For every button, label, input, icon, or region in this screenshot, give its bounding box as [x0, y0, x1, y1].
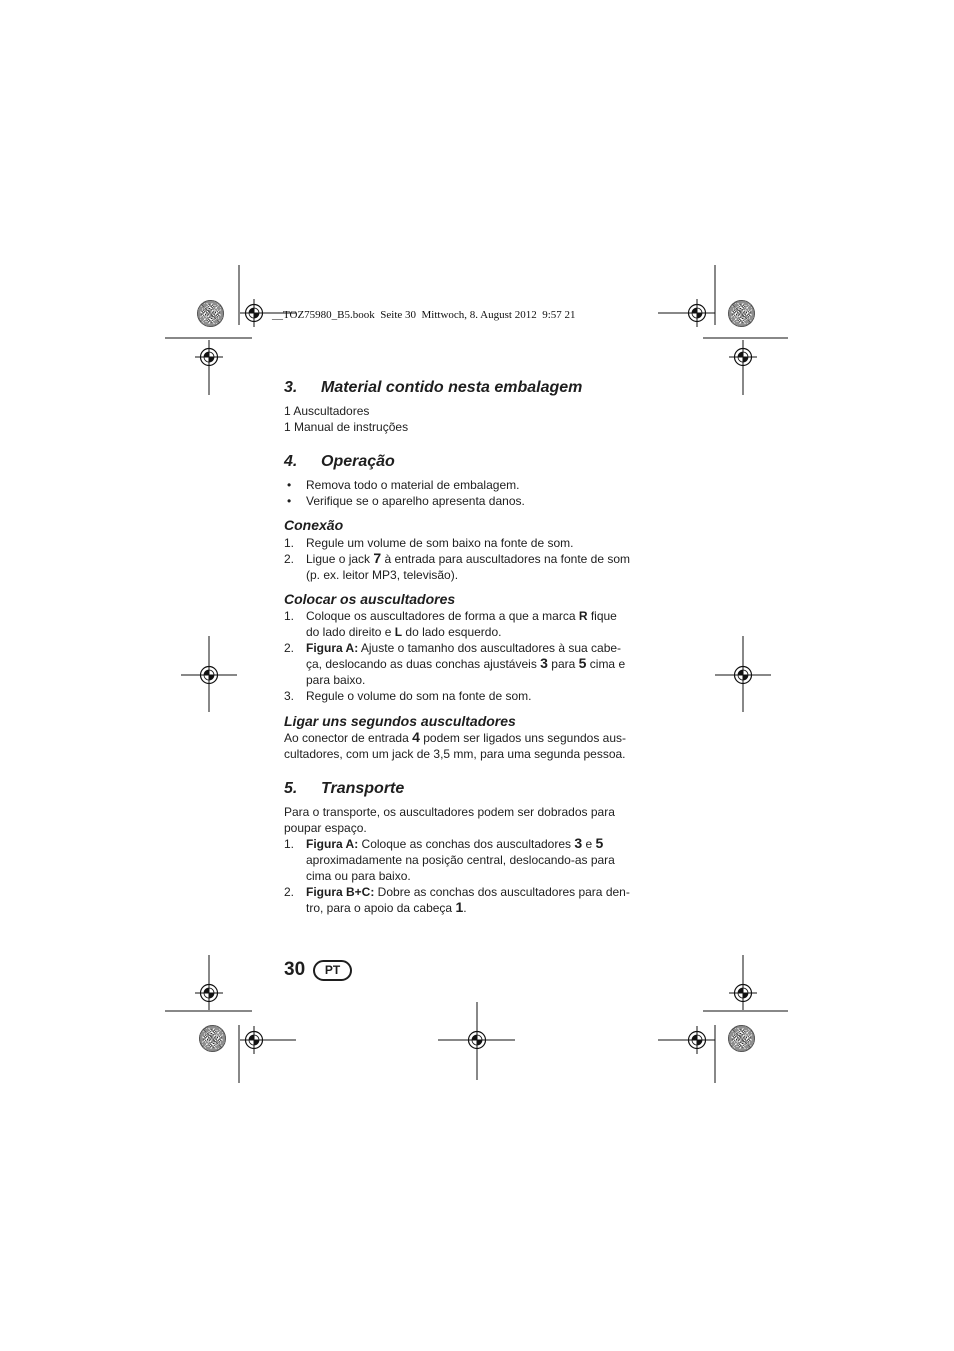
text-segment: do lado direito e — [306, 625, 395, 639]
paragraph-line: Para o transporte, os auscultadores podem ser dobrados para — [284, 805, 615, 819]
text-segment: cima e — [586, 657, 626, 671]
text-segment: podem ser ligados uns segundos aus- — [419, 731, 627, 745]
section-3-title: Material contido nesta embalagem — [321, 379, 583, 396]
registration-rosette — [197, 300, 224, 327]
part-reference: 5 — [578, 655, 587, 671]
registration-target — [195, 979, 223, 1007]
text-segment: e — [582, 837, 596, 851]
section-4-number: 4. — [284, 453, 298, 470]
registration-rosette — [199, 1025, 226, 1052]
step-number: 2. — [284, 641, 295, 655]
step-text — [306, 551, 630, 567]
paragraph-line: poupar espaço. — [284, 821, 367, 835]
part-reference: 1 — [455, 899, 464, 915]
step-number: 2. — [284, 885, 295, 899]
part-reference: 4 — [412, 729, 420, 745]
subheading-conexao: Conexão — [284, 517, 344, 533]
text-segment: Dobre as conchas dos auscultadores para den- — [374, 885, 630, 899]
step-number: 1. — [284, 609, 295, 623]
step-text — [306, 608, 617, 624]
text-segment: ça, deslocando as duas conchas ajustáveis — [306, 657, 541, 671]
step-text: Regule um volume de som baixo na fonte de som. — [306, 536, 574, 550]
registration-target — [195, 343, 223, 371]
text-segment: fique — [587, 609, 617, 623]
section-5-number: 5. — [284, 780, 298, 797]
registration-target — [463, 1026, 491, 1054]
section-4-title: Operação — [321, 453, 395, 470]
paragraph-line — [284, 730, 626, 746]
step-text — [306, 884, 630, 900]
contents-item: 1 Manual de instruções — [284, 420, 409, 434]
language-badge: PT — [313, 960, 352, 981]
registration-target — [240, 299, 268, 327]
part-reference: 3 — [574, 835, 583, 851]
side-marker: L — [394, 625, 403, 639]
contents-item: 1 Auscultadores — [284, 404, 370, 418]
text-segment: Ajuste o tamanho dos auscultadores à sua cabe- — [358, 641, 622, 655]
part-reference: 5 — [595, 835, 604, 851]
bullet-icon: • — [287, 494, 292, 508]
subheading-colocar: Colocar os auscultadores — [284, 591, 456, 607]
registration-target — [195, 661, 223, 689]
figure-label: Figura A: — [306, 837, 359, 851]
text-segment: Ao conector de entrada — [284, 731, 413, 745]
step-number: 3. — [284, 689, 295, 703]
paragraph-line: cultadores, com um jack de 3,5 mm, para uma segunda pessoa. — [284, 747, 626, 761]
print-slug-header: __TOZ75980_B5.book Seite 30 Mittwoch, 8. August 2012 9:57 21 — [272, 309, 576, 321]
step-text: (p. ex. leitor MP3, televisão). — [306, 568, 459, 582]
figure-label: Figura A: — [306, 641, 359, 655]
text-segment: Coloque os auscultadores de forma a que a marca — [306, 609, 579, 623]
step-number: 1. — [284, 536, 295, 550]
step-text: para baixo. — [306, 673, 366, 687]
part-reference: 7 — [373, 550, 382, 566]
step-number: 2. — [284, 552, 295, 566]
step-text: cima ou para baixo. — [306, 869, 411, 883]
step-text — [306, 836, 603, 852]
text-segment: do lado esquerdo. — [402, 625, 502, 639]
registration-target — [683, 1026, 711, 1054]
side-marker: R — [578, 609, 588, 623]
text-segment: à entrada para auscultadores na fonte de som — [381, 552, 631, 566]
step-text: aproximadamente na posição central, deslocando-as para — [306, 853, 615, 867]
bullet-text: Remova todo o material de embalagem. — [306, 478, 520, 492]
part-reference: 3 — [540, 655, 548, 671]
section-5-title: Transporte — [321, 780, 405, 797]
step-text: Regule o volume do som na fonte de som. — [306, 689, 532, 703]
figure-label: Figura B+C: — [306, 885, 375, 899]
step-number: 1. — [284, 837, 295, 851]
registration-target — [683, 299, 711, 327]
step-text — [306, 656, 625, 672]
text-segment: tro, para o apoio da cabeça — [306, 901, 456, 915]
text-segment: Ligue o jack — [306, 552, 374, 566]
step-text — [306, 640, 621, 656]
section-3-number: 3. — [284, 379, 298, 396]
bullet-text: Verifique se o aparelho apresenta danos. — [306, 494, 525, 508]
registration-target — [729, 979, 757, 1007]
bullet-icon: • — [287, 478, 292, 492]
step-text — [306, 900, 467, 916]
text-segment: . — [463, 901, 467, 915]
text-segment: para — [547, 657, 579, 671]
page-number: 30 — [284, 959, 306, 980]
registration-rosette — [728, 300, 755, 327]
step-text — [306, 624, 502, 640]
registration-target — [729, 343, 757, 371]
subheading-ligar: Ligar uns segundos auscultadores — [284, 713, 516, 729]
registration-target — [240, 1026, 268, 1054]
registration-target — [729, 661, 757, 689]
text-segment: Coloque as conchas dos auscultadores — [358, 837, 575, 851]
registration-rosette — [728, 1025, 755, 1052]
